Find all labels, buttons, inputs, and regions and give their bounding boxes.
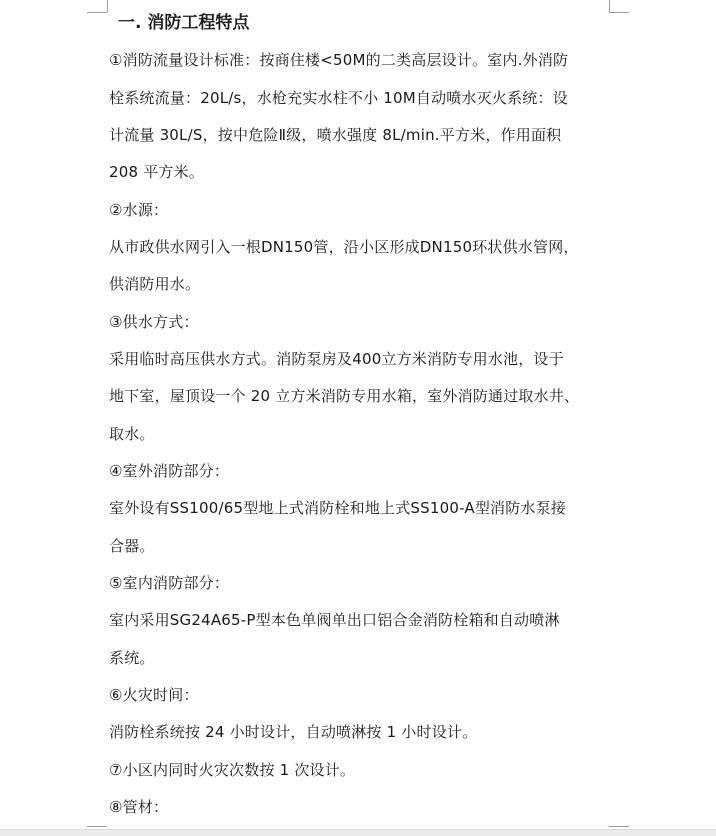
crop-mark-top-left-h bbox=[87, 12, 107, 13]
text-line: ②水源： bbox=[109, 201, 169, 219]
text-line: 室外设有SS100/65型地上式消防栓和地上式SS100-A型消防水泵接 bbox=[109, 499, 567, 517]
section-heading: 一. 消防工程特点 bbox=[118, 13, 250, 33]
text-line: 室内采用SG24A65-P型本色单阀单出口铝合金消防栓箱和自动喷淋 bbox=[109, 611, 560, 629]
text-line: ③供水方式： bbox=[109, 313, 199, 331]
text-line: 从市政供水网引入一根DN150管，沿小区形成DN150环状供水管网， bbox=[109, 238, 579, 256]
text-line: 计流量 30L/S，按中危险Ⅱ级，喷水强度 8L/min.平方米，作用面积 bbox=[109, 126, 562, 144]
crop-mark-top-left-v bbox=[107, 0, 108, 12]
text-line: ⑧管材： bbox=[109, 798, 169, 816]
text-line: 合器。 bbox=[109, 537, 155, 555]
text-line: 消防栓系统按 24 小时设计，自动喷淋按 1 小时设计。 bbox=[109, 723, 478, 741]
text-line: ④室外消防部分： bbox=[109, 462, 230, 480]
text-line: ⑤室内消防部分： bbox=[109, 574, 230, 592]
text-line: 取水。 bbox=[109, 425, 155, 443]
text-line: 地下室，屋顶设一个 20 立方米消防专用水箱，室外消防通过取水井、 bbox=[109, 387, 580, 405]
page-bottom-edge bbox=[0, 829, 716, 836]
text-line: ⑦小区内同时火灾次数按 1 次设计。 bbox=[109, 761, 356, 779]
text-line: 系统。 bbox=[109, 649, 155, 667]
crop-mark-top-right-v bbox=[609, 0, 610, 12]
text-line: 采用临时高压供水方式。消防泵房及400立方米消防专用水池，设于 bbox=[109, 350, 564, 368]
text-line: 供消防用水。 bbox=[109, 275, 201, 293]
crop-mark-top-right-h bbox=[609, 12, 629, 13]
crop-mark-bottom-left-h bbox=[87, 826, 107, 827]
text-line: 208 平方米。 bbox=[109, 163, 204, 181]
text-line: ⑥火灾时间： bbox=[109, 686, 199, 704]
text-line: ①消防流量设计标准：按商住楼<50M的二类高层设计。室内.外消防 bbox=[109, 51, 569, 69]
crop-mark-bottom-right-h bbox=[609, 826, 629, 827]
text-line: 栓系统流量：20L/s，水枪充实水柱不小 10M自动喷水灭火系统：设 bbox=[109, 89, 568, 107]
